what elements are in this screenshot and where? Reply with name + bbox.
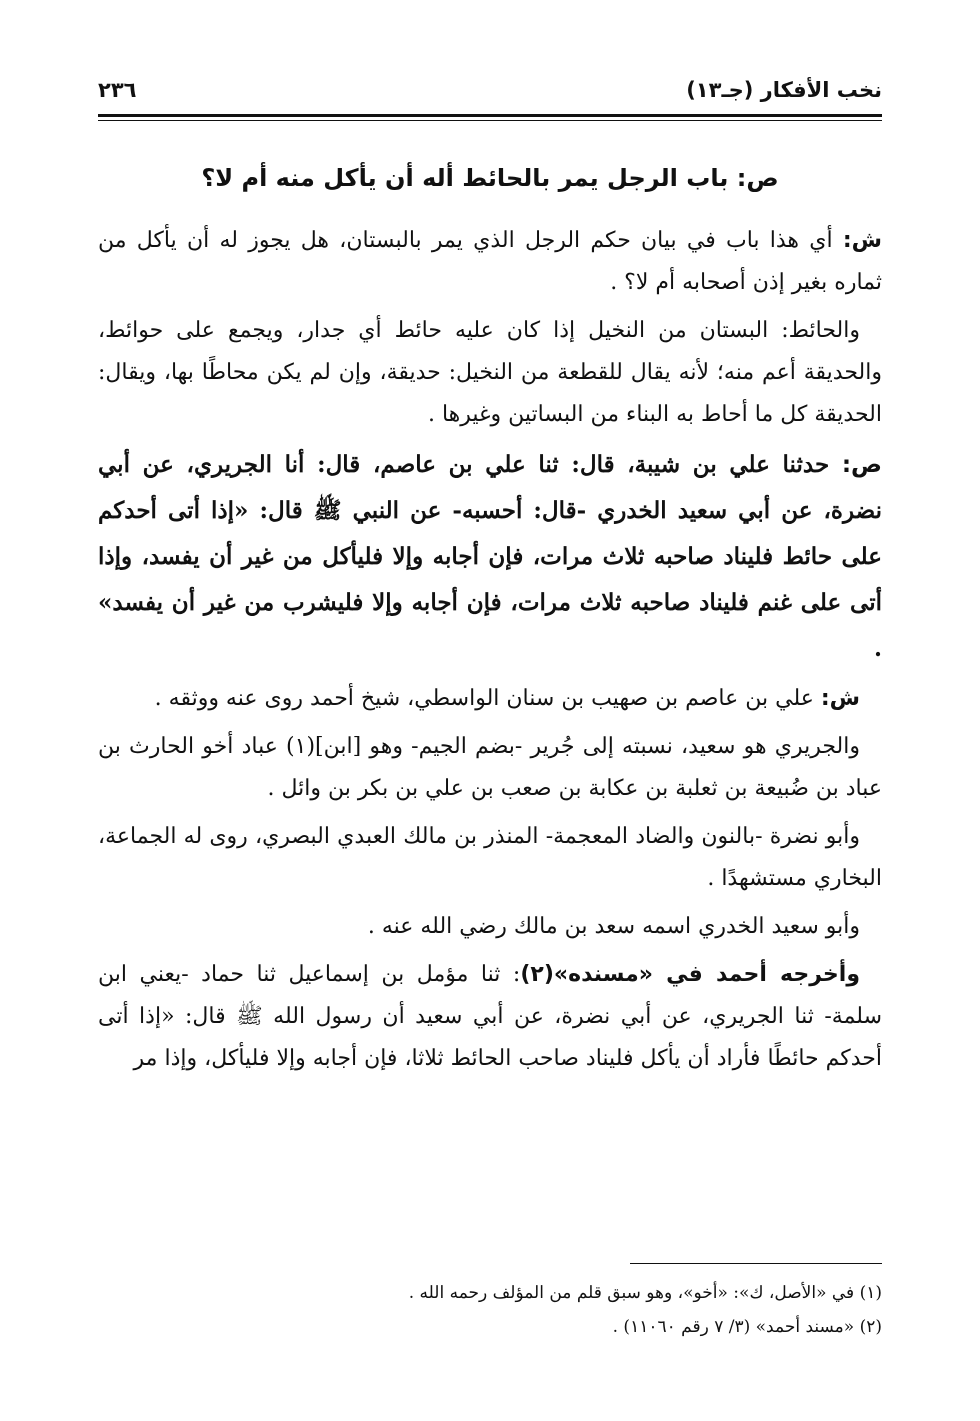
page-number: ٢٣٦: [98, 78, 137, 102]
header-rule-thick: [98, 114, 882, 117]
footnote-1: (١) في «الأصل، ك»: «أخو»، وهو سبق قلم من المؤلف رحمه الله .: [408, 1283, 882, 1303]
page-body: [98, 158, 882, 1086]
paragraph-text: علي بن عاصم بن صهيب بن سنان الواسطي، شيخ أحمد روى عنه ووثقه .: [154, 686, 821, 711]
paragraph-text: وأبو سعيد الخدري اسمه سعد بن مالك رضي الله عنه .: [367, 914, 860, 939]
paragraph-narrator-4: [98, 906, 882, 948]
paragraph-text: والجريري هو سعيد، نسبته إلى جُرير -بضم الجيم- وهو [ابن](١) عباد أخو الحارث بن عباد بن ضُبيعة بن ثعلبة بن عكابة بن صعب بن علي بن بكر بن وائل .: [98, 734, 882, 801]
paragraph-lead: ش:: [820, 686, 860, 711]
paragraph-text: أي هذا باب في بيان حكم الرجل الذي يمر بالبستان، هل يجوز له أن يأكل من ثماره بغير إذن أصحابه أم لا؟ .: [98, 228, 882, 295]
paragraph-text: والحائط: البستان من النخيل إذا كان عليه حائط أي جدار، ويجمع على حوائط، والحديقة أعم منه؛ لأنه يقال للقطعة من النخيل: حديقة، وإن لم يكن محاطًا بها، ويقال: الحديقة كل ما أحاط به البناء من البساتين وغيرها .: [98, 318, 882, 427]
paragraph-text: وأبو نضرة -بالنون والضاد المعجمة- المنذر بن مالك العبدي البصري، روى له الجماعة، البخاري مستشهدًا .: [98, 824, 882, 891]
section-title: ص: باب الرجل يمر بالحائط أله أن يأكل منه أم لا؟: [201, 164, 779, 192]
footnote-2: (٢) «مسند أحمد» (٣/ ٧ رقم ١١٠٦٠) .: [612, 1317, 882, 1337]
paragraph-takhrij: [98, 954, 882, 1080]
paragraph-text: : ثنا مؤمل بن إسماعيل ثنا حماد -يعني ابن سلمة- ثنا الجريري، عن أبي نضرة، عن أبي سعيد أن رسول الله ﷺ قال: «إذا أتى أحدكم حائطًا فأراد أن يأكل فليناد صاحب الحائط ثلاثا، فإن أجابه وإلا فليأكل، وإذا مر: [98, 962, 882, 1071]
footnotes: [98, 1276, 882, 1344]
book-title: نخب الأفكار (جـ١٣): [686, 78, 882, 102]
paragraph-narrator-2: [98, 726, 882, 810]
running-header: [98, 72, 882, 108]
paragraph-commentary-intro: [98, 220, 882, 304]
paragraph-hadith-text: [98, 442, 882, 672]
paragraph-lead: وأخرجه أحمد في «مسنده»(٢): [520, 962, 860, 987]
paragraph-narrator-1: [98, 678, 882, 720]
footnote-rule: [630, 1263, 882, 1264]
paragraph-text: حدثنا علي بن شيبة، قال: ثنا علي بن عاصم، قال: أنا الجريري، عن أبي نضرة، عن أبي سعيد الخدري -قال: أحسبه- عن النبي ﷺ قال: «إذا أتى أحدكم على حائط فليناد صاحبه ثلاث مرات، فإن أجابه وإلا فليأكل من غير أن يفسد، وإذا أتى على غنم فليناد صاحبه ثلاث مرات، فإن أجابه وإلا فليشرب من غير أن يفسد» .: [98, 451, 883, 662]
header-rule-thin: [98, 120, 882, 121]
paragraph-definition: [98, 310, 882, 436]
paragraph-lead: ص:: [841, 452, 882, 478]
paragraph-lead: ش:: [842, 228, 882, 253]
paragraph-narrator-3: [98, 816, 882, 900]
